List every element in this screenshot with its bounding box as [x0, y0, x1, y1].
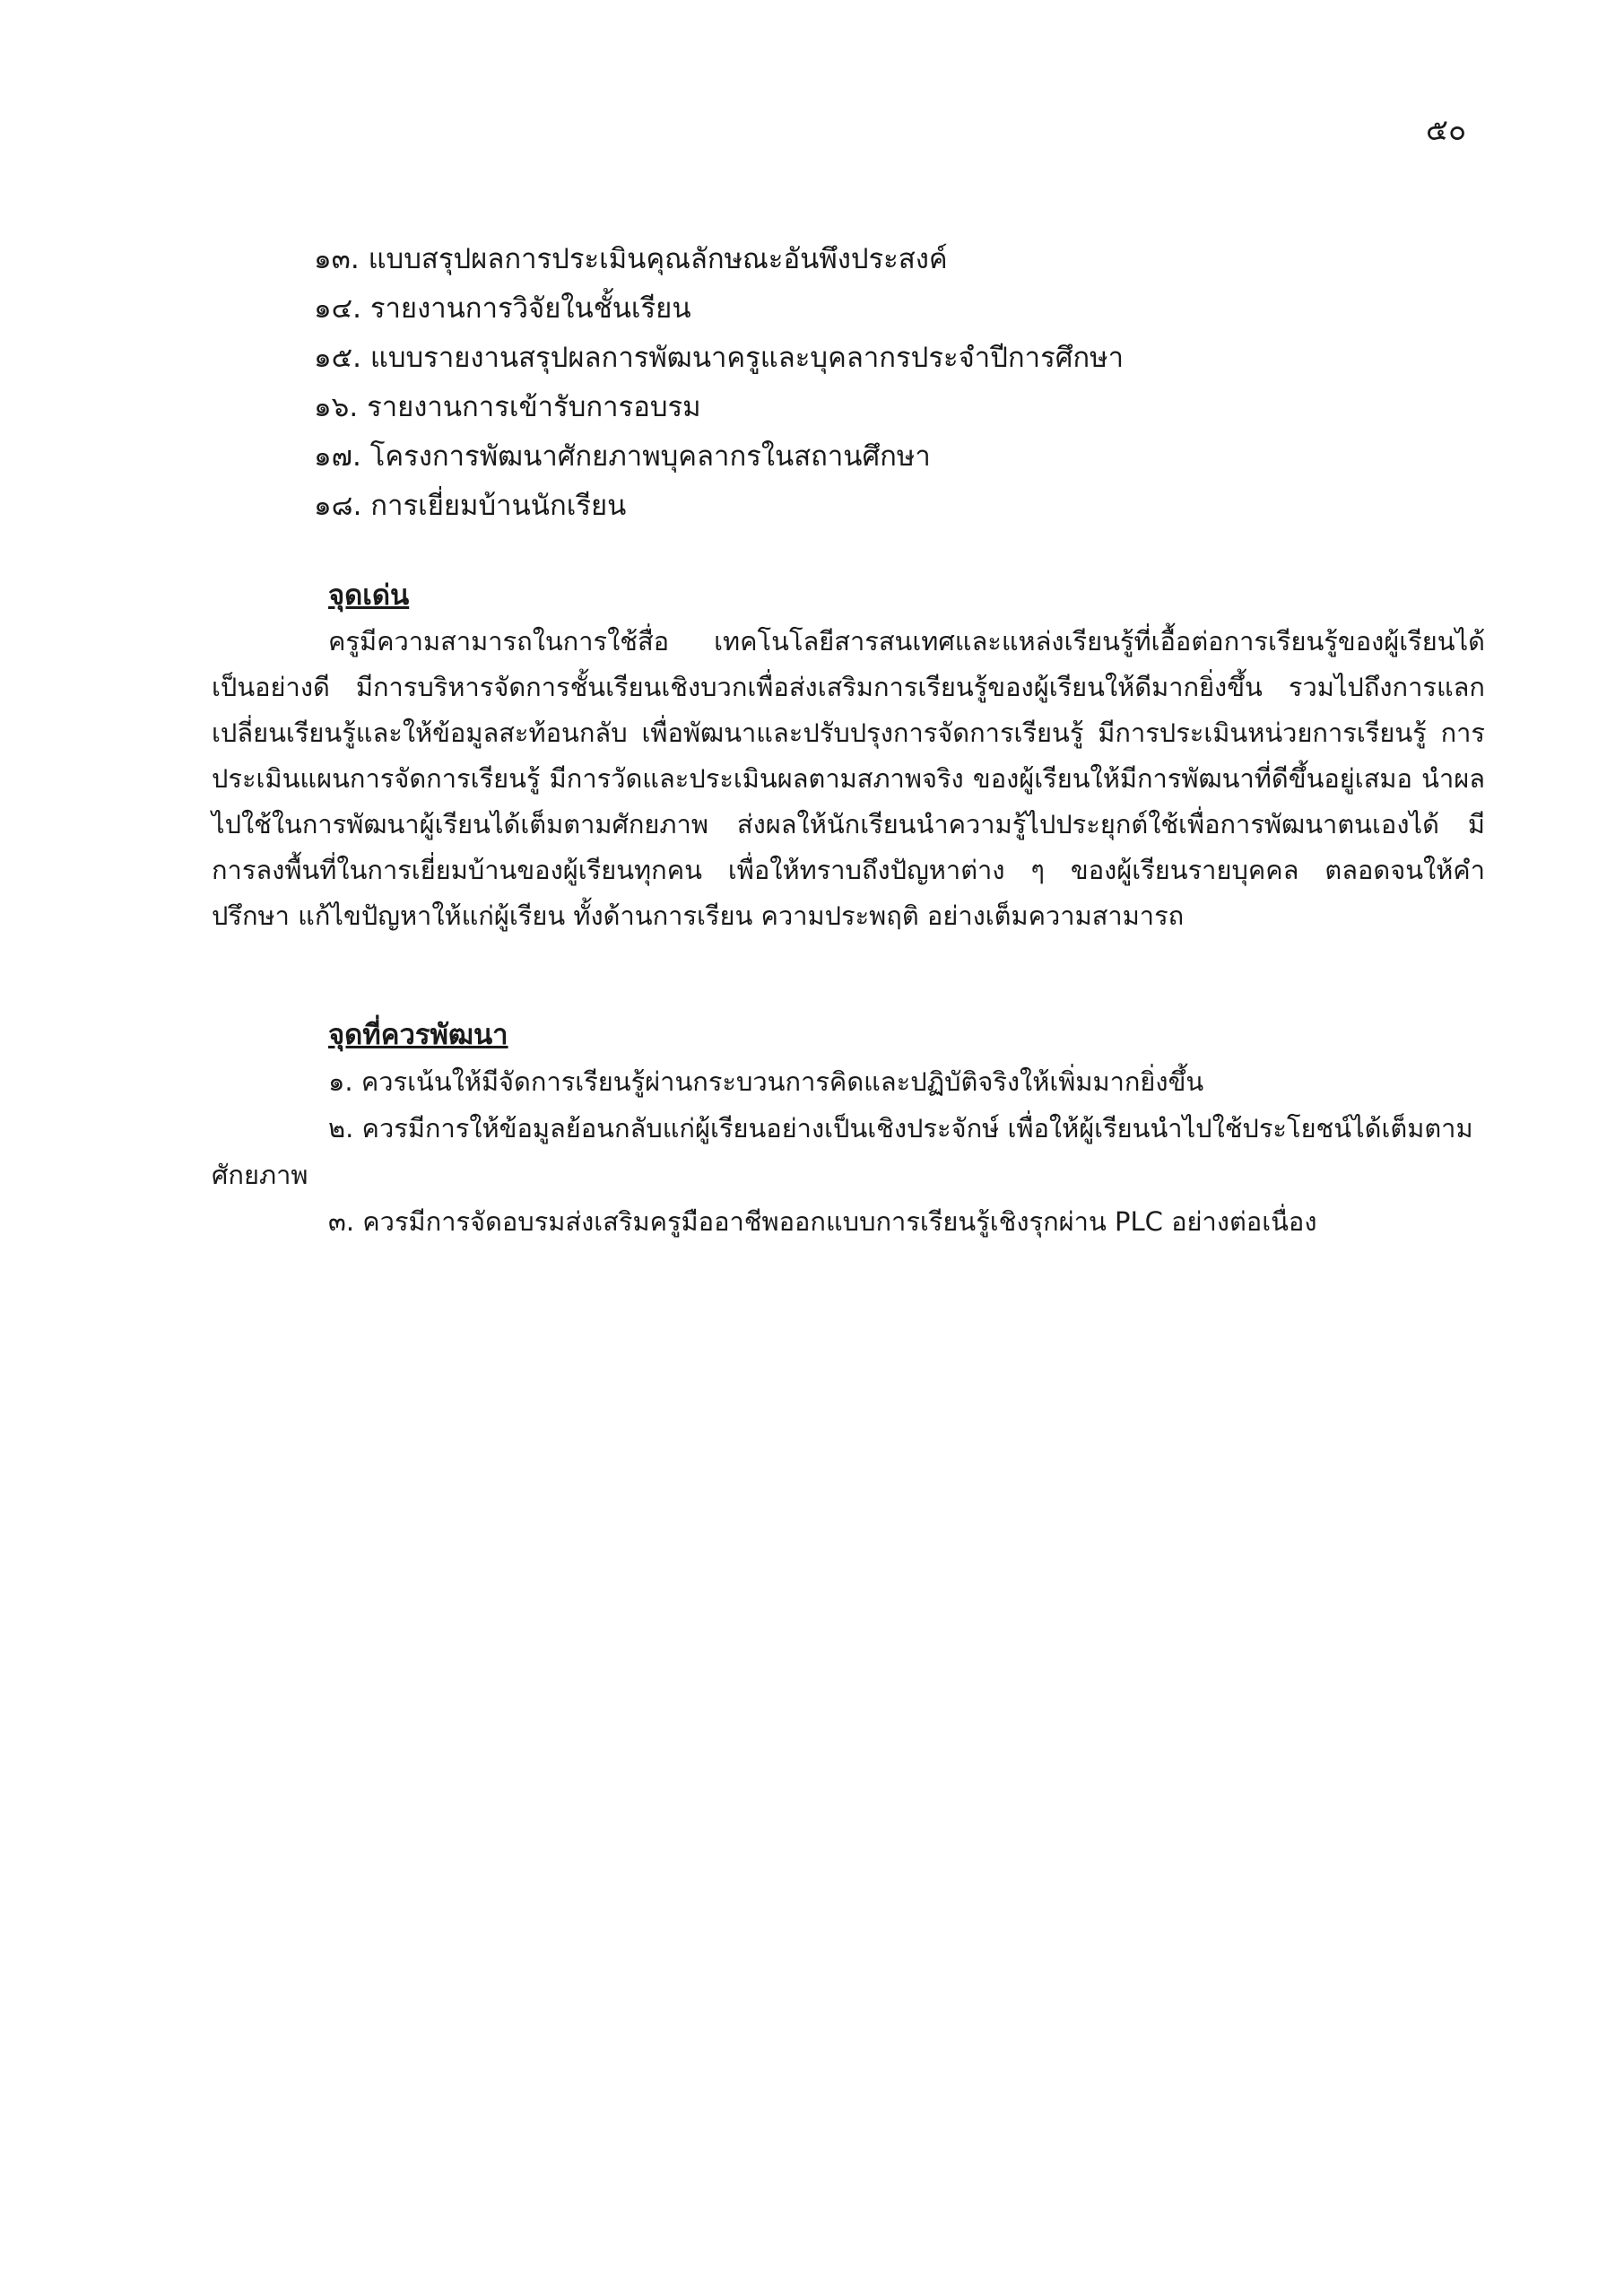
strengths-heading: จุดเด่น	[328, 579, 410, 612]
improvement-item: ๓. ควรมีการจัดอบรมส่งเสริมครูมืออาชีพออกแบบการเรียนรู้เชิงรุกผ่าน PLC อย่างต่อเนื่อง	[328, 1206, 1317, 1237]
list-item: ๑๘. การเยี่ยมบ้านนักเรียน	[314, 490, 627, 522]
improvement-item: ๑. ควรเน้นให้มีจัดการเรียนรู้ผ่านกระบวนการคิดและปฏิบัติจริงให้เพิ่มมากยิ่งขึ้น	[328, 1066, 1204, 1097]
improvement-item: ๒. ควรมีการให้ข้อมูลย้อนกลับแก่ผู้เรียนอย่างเป็นเชิงประจักษ์ เพื่อให้ผู้เรียนนำไปใช้ประโยชน์ได้เต็มตามศักยภาพ	[212, 1113, 1473, 1190]
document-list	[314, 235, 1124, 531]
list-item: ๑๕. แบบรายงานสรุปผลการพัฒนาครูและบุคลากรประจำปีการศึกษา	[314, 342, 1125, 374]
list-item: ๑๔. รายงานการวิจัยในชั้นเรียน	[314, 292, 691, 325]
list-item: ๑๗. โครงการพัฒนาศักยภาพบุคลากรในสถานศึกษา	[314, 440, 931, 473]
improvements-heading: จุดที่ควรพัฒนา	[328, 1019, 508, 1051]
improvements-section	[212, 1012, 1485, 1245]
strengths-paragraph: ครูมีความสามารถในการใช้สื่อ เทคโนโลยีสารสนเทศและแหล่งเรียนรู้ที่เอื้อต่อการเรียนรู้ของผู้เรียนได้เป็นอย่างดี มีการบริหารจัดการชั้นเรียนเชิงบวกเพื่อส่งเสริมการเรียนรู้ของผู้เรียนให้ดีมากยิ่งขึ้น รวมไปถึงการแลกเปลี่ยนเรียนรู้และให้ข้อมูลสะท้อนกลับ เพื่อพัฒนาและปรับปรุงการจัดการเรียนรู้ มีการประเมินหน่วยการเรียนรู้ การประเมินแผนการจัดการเรียนรู้ มีการวัดและประเมินผลตามสภาพจริง ของผู้เรียนให้มีการพัฒนาที่ดีขึ้นอยู่เสมอ นำผลไปใช้ในการพัฒนาผู้เรียนได้เต็มตามศักยภาพ ส่งผลให้นักเรียนนำความรู้ไปประยุกต์ใช้เพื่อการพัฒนาตนเองได้ มีการลงพื้นที่ในการเยี่ยมบ้านของผู้เรียนทุกคน เพื่อให้ทราบถึงปัญหาต่าง ๆ ของผู้เรียนรายบุคคล ตลอดจนให้คำปรึกษา แก้ไขปัญหาให้แก่ผู้เรียน ทั้งด้านการเรียน ความประพฤติ อย่างเต็มความสามารถ	[212, 626, 1485, 931]
page-number: ๕๐	[1426, 112, 1467, 147]
list-item: ๑๖. รายงานการเข้ารับการอบรม	[314, 391, 701, 423]
list-item: ๑๓. แบบสรุปผลการประเมินคุณลักษณะอันพึงประสงค์	[314, 243, 948, 275]
strengths-section	[212, 572, 1485, 939]
